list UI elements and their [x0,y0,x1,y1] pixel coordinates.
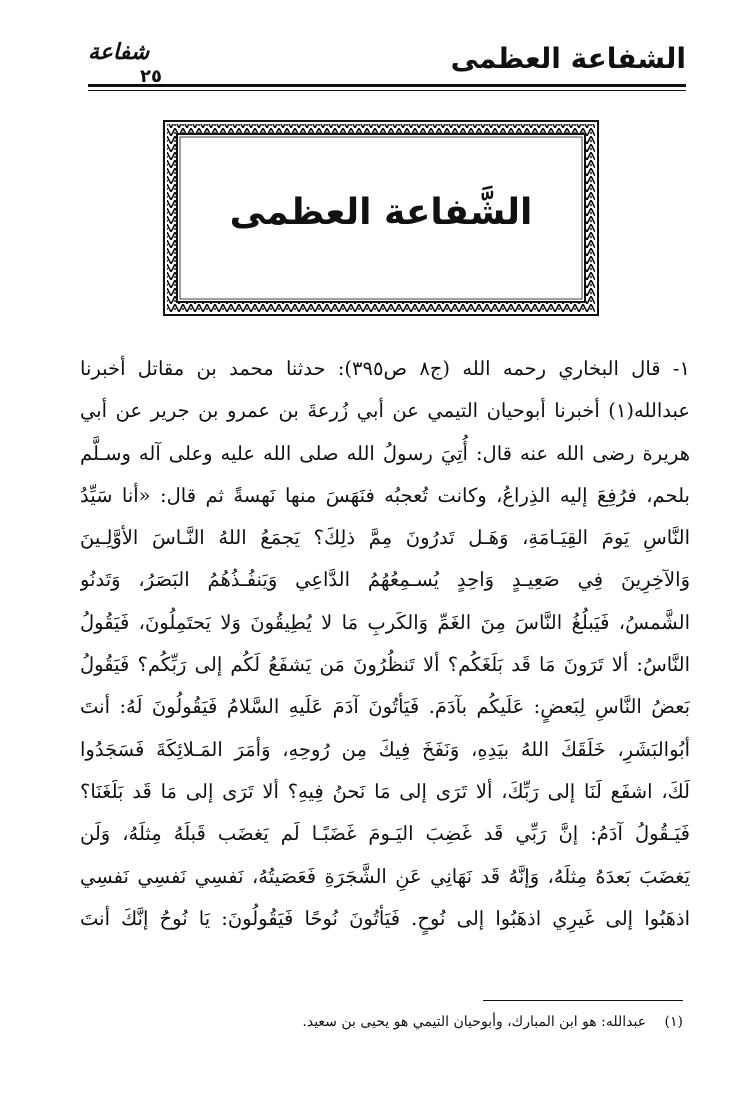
body-text [80,348,690,940]
body-line: النَّاسِ يَومَ القِيَـامَةِ، وَهَـل تَدرُونَ مِمَّ ذلِكَ؟ يَجمَعُ اللهُ النَّـاسَ الأوَّلِـينَ [80,526,690,550]
body-line: بَعضُ النَّاسِ لِبَعضٍ: عَلَيكُم بآدَمَ. فَيَأتُونَ آدَمَ عَلَيهِ السَّلامُ فَيَقُولُونَ لَهُ: أنتَ [80,695,690,719]
page-number: ٢٥ [140,66,162,87]
body-line: فَيَـقُولُ آدَمُ: إنَّ رَبِّي قَد غَضِبَ اليَـومَ غَضَبًـا لَم يَغضَب قَبلَهُ مِثلَهُ، وَلَن [80,822,690,846]
header-rule-thin [88,90,686,91]
body-line: لَكَ، اشفَع لَنَا إلى رَبِّكَ، ألا تَرَى إلى مَا نَحنُ فِيهِ؟ ألا تَرَى إلى مَا قَد بَلَغَنَا؟ [80,779,690,803]
footnote-text: عبدالله: هو ابن المبارك، وأبوحيان التيمي هو يحيى بن سعيد. [302,1014,647,1030]
body-line: ١- قال البخاري رحمه الله (ج٨ ص٣٩٥): حدثنا محمد بن مقاتل أخبرنا [80,357,690,380]
body-line: الشَّمسُ، فَيَبلُغُ النَّاسَ مِنَ الغَمِّ وَالكَربِ مَا لا يُطِيقُونَ وَلا يَحتَمِلُونَ، فَيَقُولُ [80,610,690,634]
body-line: بلحم، فرُفِعَ إليه الذِراعُ، وكانت تُعجبُه فنَهَسَ منها نَهسةً ثم قال: «أنا سَيِّدُ [80,483,690,507]
header-ornament: شفاعة [88,40,150,65]
body-line: عبدالله(١) أخبرنا أبوحيان التيمي عن أبي زُرعةَ بن عمرو بن جرير عن أبي [80,399,690,423]
body-line: النَّاسُ: ألا تَرَونَ مَا قَد بَلَغَكُم؟ ألا تَنظُرُونَ مَن يَشفَعُ لَكُم إلى رَبِّكُم؟ فَيَقُولُ [80,653,690,677]
header-rule [88,84,686,87]
footnote-marker: (١) [664,1014,683,1030]
running-header [88,38,686,98]
footnote [83,1014,683,1030]
chapter-title: الشَّفاعة العظمى [229,192,533,233]
body-line: هريرة رضى الله عنه قال: أُتِيَ رسولُ الله صلى الله عليه وعلى آله وسـلَّم [80,441,690,465]
body-line: اذهَبُوا إلى غَيرِي اذهَبُوا إلى نُوحٍ. فَيَأتُونَ نُوحًا فَيَقُولُونَ: يَا نُوحُ إنَّكَ أنتَ [80,906,690,930]
body-line: وَالآخِرِينَ فِي صَعِيـدٍ وَاحِدٍ يُسـمِعُهُمُ الدَّاعِي وَيَنفُـذُهُمُ البَصَرُ، وَتَدنُو [80,568,690,592]
body-line: أبُوالبَشَرِ، خَلَقَكَ اللهُ بيَدِهِ، وَنَفَخَ فِيكَ مِن رُوحِهِ، وَأمَرَ المَـلائِكَةَ فَسَجَدُوا [80,737,690,761]
body-line: يَغضَبَ بَعدَهُ مِثلَهُ، وَإنَّهُ قَد نَهَانِي عَنِ الشَّجَرَةِ فَعَصَيتُهُ، نَفسِي نَفسِي نَفسِي [80,864,690,888]
footnote-rule [483,1000,683,1001]
running-header-title: الشفاعة العظمى [450,42,686,75]
chapter-title-frame [163,120,599,316]
